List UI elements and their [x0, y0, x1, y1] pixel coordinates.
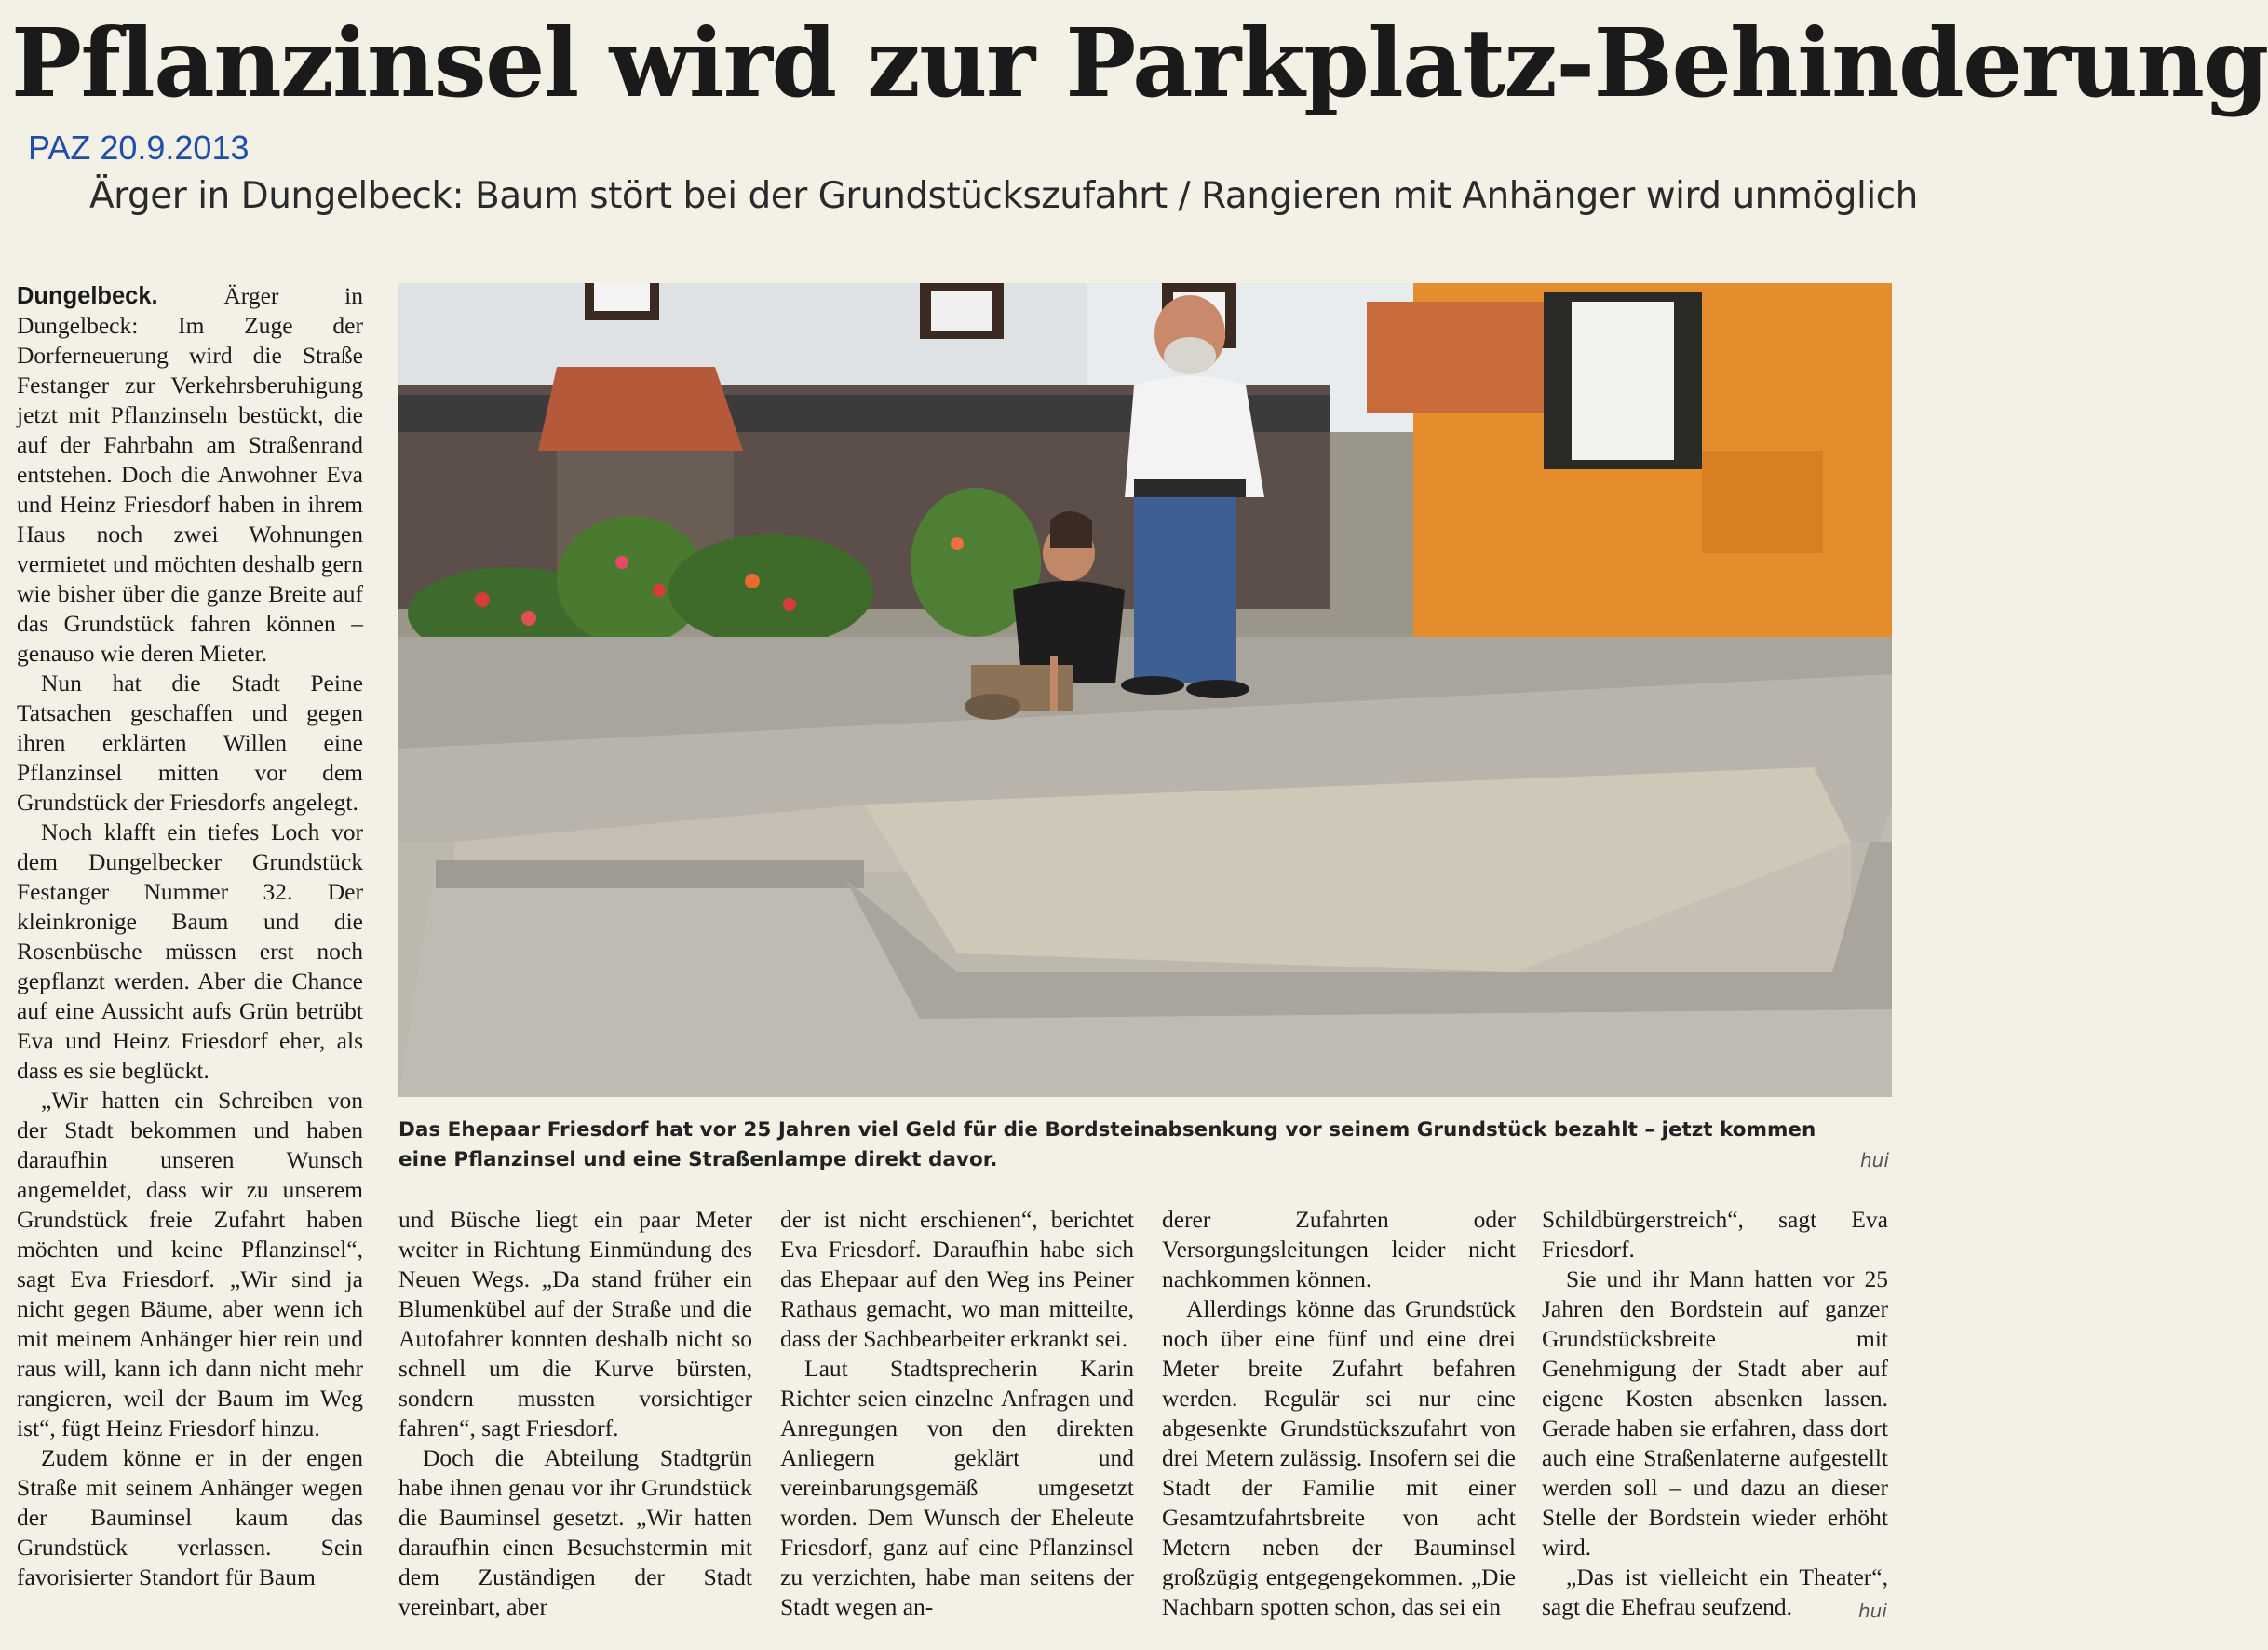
subheadline: Ärger in Dungelbeck: Baum stört bei der Grundstückszufahrt / Rangieren mit Anhänger wird unmöglich	[89, 175, 1918, 217]
article-column-1	[17, 281, 363, 1592]
paragraph: der ist nicht erschienen“, berichtet Eva Friesdorf. Daraufhin habe sich das Ehepaar auf den Weg ins Peiner Rathaus gemacht, wo man mitteilte, dass der Sachbearbeiter erkrankt sei.	[780, 1206, 1134, 1352]
paragraph: „Das ist vielleicht ein Theater“, sagt die Ehefrau seufzend.	[1542, 1563, 1888, 1620]
news-photo	[398, 283, 1892, 1097]
paragraph: Sie und ihr Mann hatten vor 25 Jahren den Bordstein auf ganzer Grundstücksbreite mit Genehmigung der Stadt aber auf eigene Kosten absenken lassen. Gerade haben sie erfahren, dass dort auch eine Straßenlaterne aufgestellt werden soll – und dazu an dieser Stelle der Bordstein wieder erhöht wird.	[1542, 1265, 1888, 1561]
headline: Pflanzinsel wird zur Parkplatz-Behinderung	[11, 7, 2268, 118]
article-column-5	[1542, 1205, 1888, 1622]
paragraph: Nun hat die Stadt Peine Tatsachen geschaffen und gegen ihren erklärten Willen eine Pflanzinsel mitten vor dem Grundstück der Friesdorfs angelegt.	[17, 669, 363, 816]
paragraph: und Büsche liegt ein paar Meter weiter in Richtung Einmündung des Neuen Wegs. „Da stand früher ein Blumenkübel auf der Straße und die Autofahrer konnten deshalb nicht so schnell um die Kurve bürsten, sondern mussten vorsichtiger fahren“, sagt Friesdorf.	[398, 1206, 752, 1441]
paragraph: derer Zufahrten oder Versorgungsleitungen leider nicht nachkommen können.	[1162, 1206, 1516, 1292]
article-column-3	[780, 1205, 1134, 1622]
paragraph: Schildbürgerstreich“, sagt Eva Friesdorf.	[1542, 1206, 1888, 1263]
dateline: Dungelbeck.	[17, 283, 158, 309]
lead-paragraph	[17, 281, 363, 669]
paragraph: „Wir hatten ein Schreiben von der Stadt bekommen und haben daraufhin unseren Wunsch angemeldet, dass wir zu unserem Grundstück freie Zufahrt haben möchten und keine Pflanzinsel“, sagt Eva Friesdorf. „Wir sind ja nicht gegen Bäume, aber wenn ich mit meinem Anhänger hier rein und raus will, kann ich dann nicht mehr rangieren, weil der Baum im Weg ist“, fügt Heinz Friesdorf hinzu.	[17, 1087, 363, 1441]
paragraph: Noch klafft ein tiefes Loch vor dem Dungelbecker Grundstück Festanger Nummer 32. Der kleinkronige Baum und die Rosenbüsche müssen erst noch gepflanzt werden. Aber die Chance auf eine Aussicht aufs Grün betrübt Eva und Heinz Friesdorf eher, als dass es sie beglückt.	[17, 818, 363, 1084]
paragraph: Doch die Abteilung Stadtgrün habe ihnen genau vor ihr Grundstück die Bauminsel gesetzt. „Wir hatten daraufhin einen Besuchstermin mit dem Zuständigen der Stadt vereinbart, aber	[398, 1444, 752, 1620]
lead-text: Ärger in Dungelbeck: Im Zuge der Dorferneuerung wird die Straße Festanger zur Verkehrsberuhigung jetzt mit Pflanzinseln bestückt, die auf der Fahrbahn am Straßenrand entstehen. Doch die Anwohner Eva und Heinz Friesdorf haben in ihrem Haus noch zwei Wohnungen vermietet und möchten deshalb gern wie bisher über die ganze Breite auf das Grundstück fahren können – genauso wie deren Mieter.	[17, 282, 363, 667]
source-note: PAZ 20.9.2013	[28, 128, 250, 167]
paragraph: Laut Stadtsprecherin Karin Richter seien einzelne Anfragen und Anregungen von den direkten Anliegern geklärt und vereinbarungsgemäß umgesetzt worden. Dem Wunsch der Eheleute Friesdorf, ganz auf eine Pflanzinsel zu verzichten, habe man seitens der Stadt wegen an-	[780, 1355, 1134, 1620]
article-column-4	[1162, 1205, 1516, 1622]
paragraph: Zudem könne er in der engen Straße mit seinem Anhänger wegen der Bauminsel kaum das Grundstück verlassen. Sein favorisierter Standort für Baum	[17, 1444, 363, 1590]
author-credit: hui	[1858, 1600, 1887, 1622]
article-column-2	[398, 1205, 752, 1622]
photo-credit: hui	[1860, 1149, 1889, 1171]
photo-caption: Das Ehepaar Friesdorf hat vor 25 Jahren viel Geld für die Bordsteinabsenkung vor seinem Grundstück bezahlt – jetzt kommen eine Pflanzinsel und eine Straßenlampe direkt davor.	[398, 1118, 1816, 1171]
paragraph: Allerdings könne das Grundstück noch über eine fünf und eine drei Meter breite Zufahrt befahren werden. Regulär sei nur eine abgesenkte Grundstückszufahrt von drei Metern zulässig. Insofern sei die Stadt der Familie mit einer Gesamtzufahrtsbreite von acht Metern neben der Bauminsel großzügig entgegengekommen. „Die Nachbarn spotten schon, das sei ein	[1162, 1295, 1516, 1620]
